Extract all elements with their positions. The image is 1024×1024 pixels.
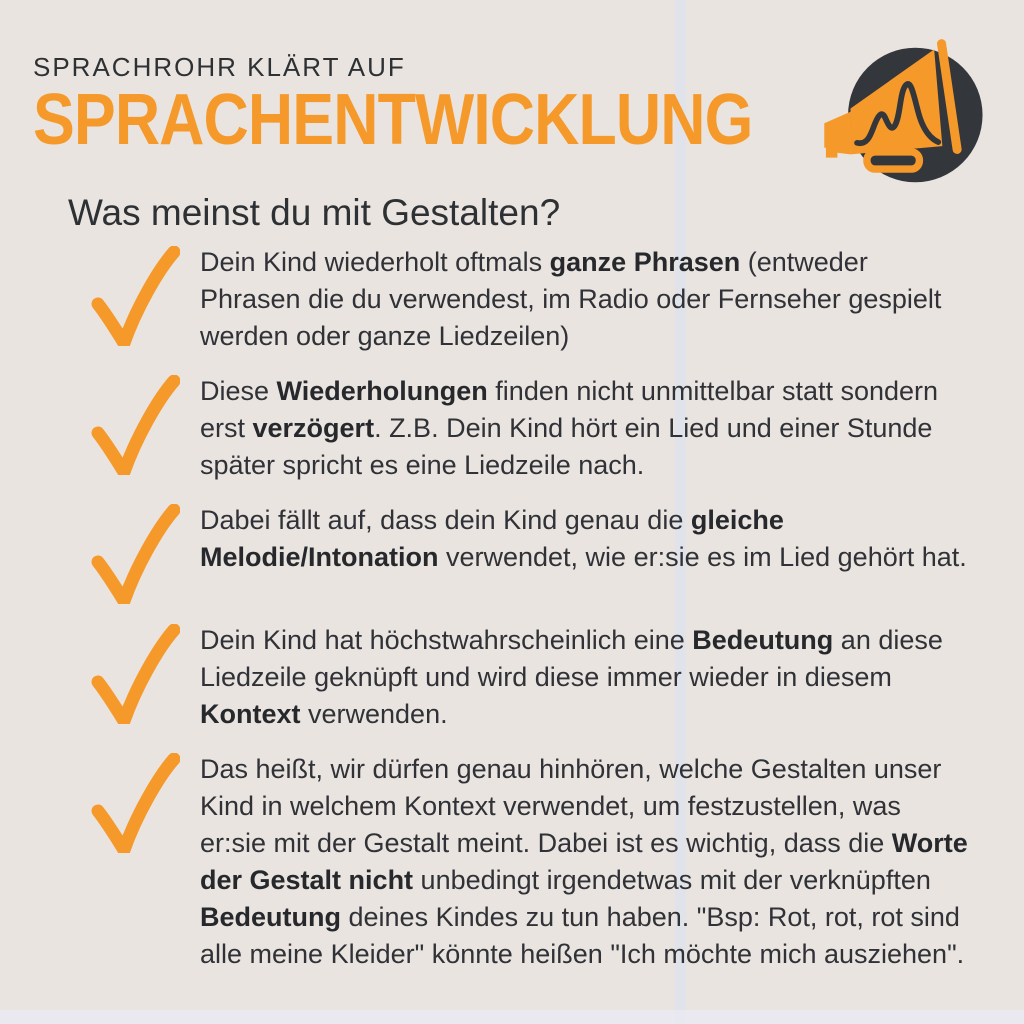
logo: [821, 33, 985, 197]
checkmark-icon: [88, 504, 180, 604]
checkmark-icon: [88, 246, 180, 346]
list-item-text: Dein Kind wiederholt oftmals ganze Phrasen (entweder Phrasen die du verwendest, im Radio oder Fernseher gespielt werden oder ganze Liedzeilen): [200, 247, 942, 351]
list-item: [88, 622, 1024, 733]
list-item-text: Dabei fällt auf, dass dein Kind genau die gleiche Melodie/Intonation verwendet, wie er:sie es im Lied gehört hat.: [200, 505, 967, 572]
checkmark-icon: [88, 624, 180, 724]
list-item-text: Das heißt, wir dürfen genau hinhören, welche Gestalten unser Kind in welchem Kontext verwendet, um festzustellen, was er:sie mit der Gestalt meint. Dabei ist es wichtig, dass die Worte der Gestalt nicht unbedingt irgendetwas mit der verknüpften Bedeutung deines Kindes zu tun haben. "Bsp: Rot, rot, rot sind alle meine Kleider" könnte heißen "Ich möchte mich ausziehen".: [200, 754, 968, 969]
list-item-text: Diese Wiederholungen finden nicht unmittelbar statt sondern erst verzögert. Z.B. Dein Kind hört ein Lied und einer Stunde später spricht es eine Liedzeile nach.: [200, 376, 939, 480]
list-item: [88, 244, 1024, 355]
list-item: [88, 751, 1024, 973]
header: [0, 0, 1024, 160]
kicker-text: SPRACHROHR KLÄRT AUF: [33, 52, 406, 82]
megaphone-icon: [821, 33, 985, 197]
list-item-text: Dein Kind hat höchstwahrscheinlich eine Bedeutung an diese Liedzeile geknüpft und wird diese immer wieder in diesem Kontext verwenden.: [200, 625, 943, 729]
section-heading: Was meinst du mit Gestalten?: [68, 192, 561, 233]
checkmark-icon: [88, 375, 180, 475]
bottom-band: [0, 1010, 1024, 1024]
list-item: [88, 502, 1024, 604]
list-item: [88, 373, 1024, 484]
bullet-list: [88, 244, 1024, 973]
page-title: SPRACHENTWICKLUNG: [33, 80, 753, 160]
checkmark-icon: [88, 753, 180, 853]
